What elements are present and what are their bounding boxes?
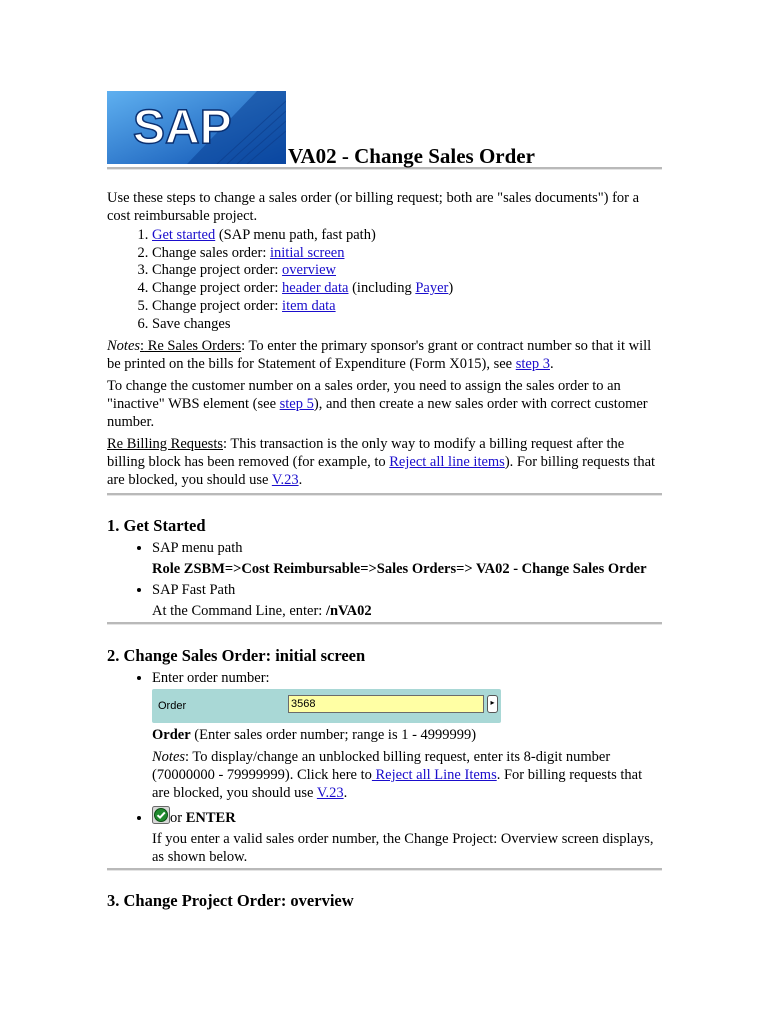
- step-item: [152, 227, 662, 245]
- step-item: [152, 316, 662, 334]
- step-text: (including: [348, 280, 416, 297]
- notes-mid: . For billing requests that are blocked, you should use: [152, 767, 643, 802]
- step-item: [152, 245, 662, 263]
- step-text: (SAP menu path, fast path): [215, 227, 376, 243]
- billing-end: .: [298, 472, 303, 489]
- step-text: Change sales order:: [152, 244, 270, 261]
- green-check-icon[interactable]: [152, 806, 170, 824]
- customer-paragraph: [107, 377, 662, 431]
- step-text: Save changes: [152, 315, 231, 332]
- notes-end: .: [549, 356, 554, 373]
- section-1-list: [107, 539, 662, 620]
- step-link-header-data[interactable]: header data: [282, 280, 349, 297]
- re-sales-orders-label: Re Sales Orders: [144, 338, 242, 355]
- fast-path-value: /nVA02: [325, 603, 372, 620]
- sap-logo: [107, 91, 286, 164]
- notes-colon: :: [140, 338, 145, 355]
- step-item: [152, 262, 662, 280]
- sap-logo-graphic: [107, 91, 286, 164]
- customer-text: To change the customer number on a sales order, you need to assign the sales order to an "inactive" WBS element (see: [107, 378, 621, 413]
- v23-link[interactable]: V.23: [316, 785, 344, 802]
- menu-path-label: • SAP menu path: [152, 540, 243, 557]
- list-item: [152, 806, 662, 866]
- billing-text: : This transaction is the only way to modify a billing request after the billing block has been removed (for example, to: [107, 436, 625, 471]
- reject-all-line-items-link[interactable]: Reject all Line Items: [371, 767, 497, 784]
- enter-line: [152, 806, 662, 827]
- notes-label: Notes: [152, 749, 186, 766]
- notes-text: : To display/change an unblocked billing request, enter its 8-digit number (70000000 - 79999999). Click here to: [152, 749, 611, 784]
- step-link-get-started[interactable]: Get started: [152, 227, 216, 243]
- step-text: Change project order:: [152, 280, 283, 297]
- document-page: [107, 91, 662, 912]
- notes-paragraph: [107, 337, 662, 373]
- step-item: [152, 298, 662, 316]
- v23-link[interactable]: V.23: [271, 472, 299, 489]
- order-desc: (Enter sales order number; range is 1 - 4999999): [190, 727, 477, 744]
- section-2-list: [107, 669, 662, 866]
- fast-path-label: • SAP Fast Path: [152, 582, 236, 599]
- step-text: Change project order:: [152, 297, 283, 314]
- step-item: [152, 280, 662, 298]
- notes-label: Notes: [107, 338, 141, 355]
- notes-end: .: [343, 785, 348, 802]
- search-help-button[interactable]: ▸: [487, 695, 498, 713]
- section-3-heading: 3. Change Project Order: overview: [107, 891, 354, 911]
- order-bold: Order: [152, 727, 191, 744]
- order-input[interactable]: 3568: [288, 695, 484, 713]
- section-2-heading: 2. Change Sales Order: initial screen: [107, 646, 366, 666]
- steps-list: [107, 227, 662, 333]
- list-item: [152, 669, 662, 802]
- step-5-link[interactable]: step 5: [279, 396, 314, 413]
- divider: [107, 622, 662, 625]
- divider: [107, 493, 662, 496]
- order-desc-line: [152, 726, 662, 744]
- order-field-label: Order: [158, 700, 187, 713]
- sap-logo-text: SAP: [133, 101, 232, 154]
- customer-text-end: ), and then create a new sales order with correct customer number.: [107, 396, 648, 431]
- step-link-initial-screen[interactable]: initial screen: [269, 244, 345, 261]
- step-link-item-data[interactable]: item data: [282, 297, 336, 314]
- step-text: ): [448, 280, 454, 297]
- order-field-screenshot: [152, 689, 501, 723]
- intro-text: Use these steps to change a sales order (or billing request; both are "sales documents") for a cost reimbursable project.: [107, 190, 640, 224]
- list-item: [152, 539, 662, 578]
- list-item: [152, 581, 662, 620]
- or-text: or: [170, 810, 186, 827]
- notes-text: : To enter the primary sponsor's grant or contract number so that it will be printed on the bills for Statement of Expenditure (Form X015), see: [107, 338, 652, 373]
- menu-path-value: Role ZSBM=>Cost Reimbursable=>Sales Orders=> VA02 - Change Sales Order: [152, 561, 647, 578]
- enter-bold: ENTER: [185, 810, 236, 827]
- fast-path-text: At the Command Line, enter:: [152, 603, 326, 620]
- fast-path-line: [152, 602, 662, 620]
- enter-order-label: • Enter order number:: [152, 670, 270, 687]
- step-link-payer[interactable]: Payer: [415, 280, 449, 297]
- billing-text-mid: ). For billing requests that are blocked, you should use: [107, 454, 656, 489]
- step-3-link[interactable]: step 3: [515, 356, 550, 373]
- billing-paragraph: [107, 435, 662, 489]
- section-1-heading: 1. Get Started: [107, 516, 206, 536]
- step-link-overview[interactable]: overview: [282, 262, 336, 279]
- reject-all-line-items-link[interactable]: Reject all line items: [389, 454, 505, 471]
- page-title: VA02 - Change Sales Order: [288, 144, 535, 168]
- title-row: [107, 91, 662, 167]
- section-2-notes: [152, 748, 662, 802]
- result-text: If you enter a valid sales order number, the Change Project: Overview screen displays, as shown below.: [152, 831, 654, 866]
- step-text: Change project order:: [152, 262, 283, 279]
- re-billing-label: Re Billing Requests: [107, 436, 223, 453]
- divider: [107, 868, 662, 871]
